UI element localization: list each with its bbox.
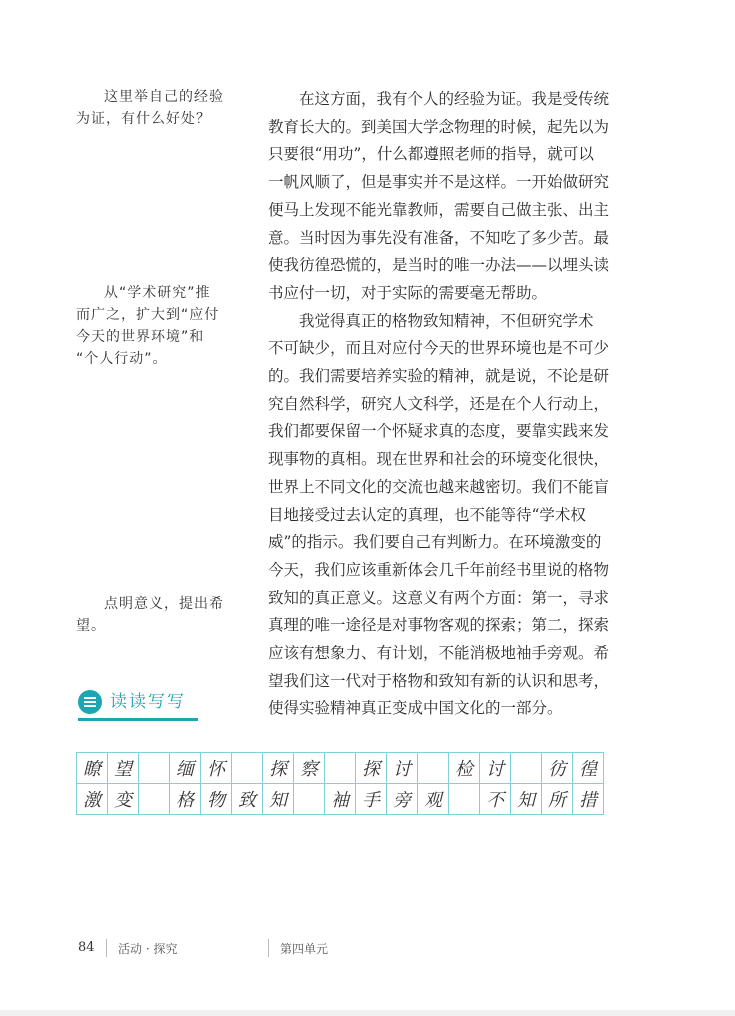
grid-cell: 观 xyxy=(418,784,449,815)
page-number: 84 xyxy=(78,940,95,955)
grid-cell: 望 xyxy=(108,753,139,784)
grid-cell xyxy=(449,784,480,815)
grid-cell: 瞭 xyxy=(77,753,108,784)
grid-cell: 知 xyxy=(263,784,294,815)
footer-divider xyxy=(268,939,269,957)
body-line: 使得实验精神真正变成中国文化的一部分。 xyxy=(268,699,563,718)
body-line: 今天，我们应该重新体会几千年前经书里说的格物 xyxy=(268,560,610,579)
side-note-1 xyxy=(76,86,246,130)
body-line: 致知的真正意义。这意义有两个方面：第一，寻求 xyxy=(268,588,610,607)
body-line: 意。当时因为事先没有准备，不知吃了多少苦。最 xyxy=(268,228,610,247)
grid-cell: 激 xyxy=(77,784,108,815)
grid-cell xyxy=(294,784,325,815)
side-note-line: 而广之，扩大到“应付 xyxy=(76,307,220,323)
writing-grid xyxy=(76,752,604,815)
body-line: 应该有想象力、有计划，不能消极地袖手旁观。希 xyxy=(268,644,610,663)
grid-cell xyxy=(325,753,356,784)
body-line: 书应付一切，对于实际的需要毫无帮助。 xyxy=(268,283,548,302)
grid-cell xyxy=(418,753,449,784)
grid-cell: 措 xyxy=(573,784,604,815)
grid-cell: 不 xyxy=(480,784,511,815)
grid-cell: 物 xyxy=(201,784,232,815)
body-line: 威”的指示。我们要自己有判断力。在环境激变的 xyxy=(268,533,602,552)
body-line: 不可缺少，而且对应付今天的世界环境也是不可少 xyxy=(268,339,610,358)
side-note-3 xyxy=(76,593,246,637)
body-line: 在这方面，我有个人的经验为证。我是受传统 xyxy=(299,90,610,108)
grid-cell: 探 xyxy=(263,753,294,784)
grid-cell: 知 xyxy=(511,784,542,815)
body-text xyxy=(268,86,638,723)
body-line: 只要很“用功”，什么都遵照老师的指导，就可以 xyxy=(268,145,594,164)
body-line: 便马上发现不能光靠教师，需要自己做主张、出主 xyxy=(268,200,610,219)
grid-cell: 怀 xyxy=(201,753,232,784)
side-note-line: 为证，有什么好处？ xyxy=(76,111,211,127)
grid-row xyxy=(77,784,604,815)
grid-cell: 讨 xyxy=(480,753,511,784)
grid-cell: 致 xyxy=(232,784,263,815)
grid-cell xyxy=(139,784,170,815)
body-line: 使我彷徨恐慌的，是当时的唯一办法——以埋头读 xyxy=(268,256,610,275)
section-underline xyxy=(78,718,198,721)
side-note-line: 这里举自己的经验 xyxy=(104,89,224,105)
body-line: 现事物的真相。现在世界和社会的环境变化很快， xyxy=(268,450,610,469)
body-line: 一帆风顺了，但是事实并不是这样。一开始做研究 xyxy=(268,173,610,192)
footer-unit-label: 第四单元 xyxy=(280,942,329,956)
grid-cell: 缅 xyxy=(170,753,201,784)
footer-divider xyxy=(106,939,107,957)
body-line: 望我们这一代对于格物和致知有新的认识和思考， xyxy=(268,671,610,690)
grid-cell xyxy=(232,753,263,784)
grid-cell: 变 xyxy=(108,784,139,815)
body-line: 目地接受过去认定的真理，也不能等待“学术权 xyxy=(268,505,586,524)
body-line: 的。我们需要培养实验的精神，就是说，不论是研 xyxy=(268,367,610,386)
grid-cell: 手 xyxy=(356,784,387,815)
body-line: 我们都要保留一个怀疑求真的态度，要靠实践来发 xyxy=(268,422,610,441)
grid-cell: 旁 xyxy=(387,784,418,815)
grid-cell: 所 xyxy=(542,784,573,815)
page-bottom-edge xyxy=(0,1010,735,1016)
grid-cell xyxy=(139,753,170,784)
side-note-line: 望。 xyxy=(76,618,106,634)
grid-cell: 格 xyxy=(170,784,201,815)
grid-cell: 检 xyxy=(449,753,480,784)
body-line: 世界上不同文化的交流也越来越密切。我们不能盲 xyxy=(268,477,610,496)
footer-section-label: 活动 · 探究 xyxy=(118,942,178,956)
body-line: 真理的唯一途径是对事物客观的探索；第二，探索 xyxy=(268,616,610,635)
side-note-line: 今天的世界环境”和 xyxy=(76,329,205,345)
side-note-line: “个人行动”。 xyxy=(76,351,168,367)
grid-cell: 袖 xyxy=(325,784,356,815)
section-header xyxy=(78,690,208,726)
body-line: 教育长大的。到美国大学念物理的时候，起先以为 xyxy=(268,117,610,136)
body-line: 究自然科学，研究人文科学，还是在个人行动上， xyxy=(268,394,610,413)
side-note-2 xyxy=(76,282,246,370)
body-line: 我觉得真正的格物致知精神，不但研究学术 xyxy=(299,311,594,330)
grid-row xyxy=(77,753,604,784)
section-number-icon xyxy=(78,690,102,714)
grid-cell: 察 xyxy=(294,753,325,784)
side-note-line: 点明意义，提出希 xyxy=(104,596,224,612)
grid-cell: 徨 xyxy=(573,753,604,784)
side-note-line: 从“学术研究”推 xyxy=(104,285,211,301)
grid-cell xyxy=(511,753,542,784)
grid-cell: 探 xyxy=(356,753,387,784)
grid-cell: 讨 xyxy=(387,753,418,784)
grid-cell: 彷 xyxy=(542,753,573,784)
section-title: 读读写写 xyxy=(110,692,186,712)
